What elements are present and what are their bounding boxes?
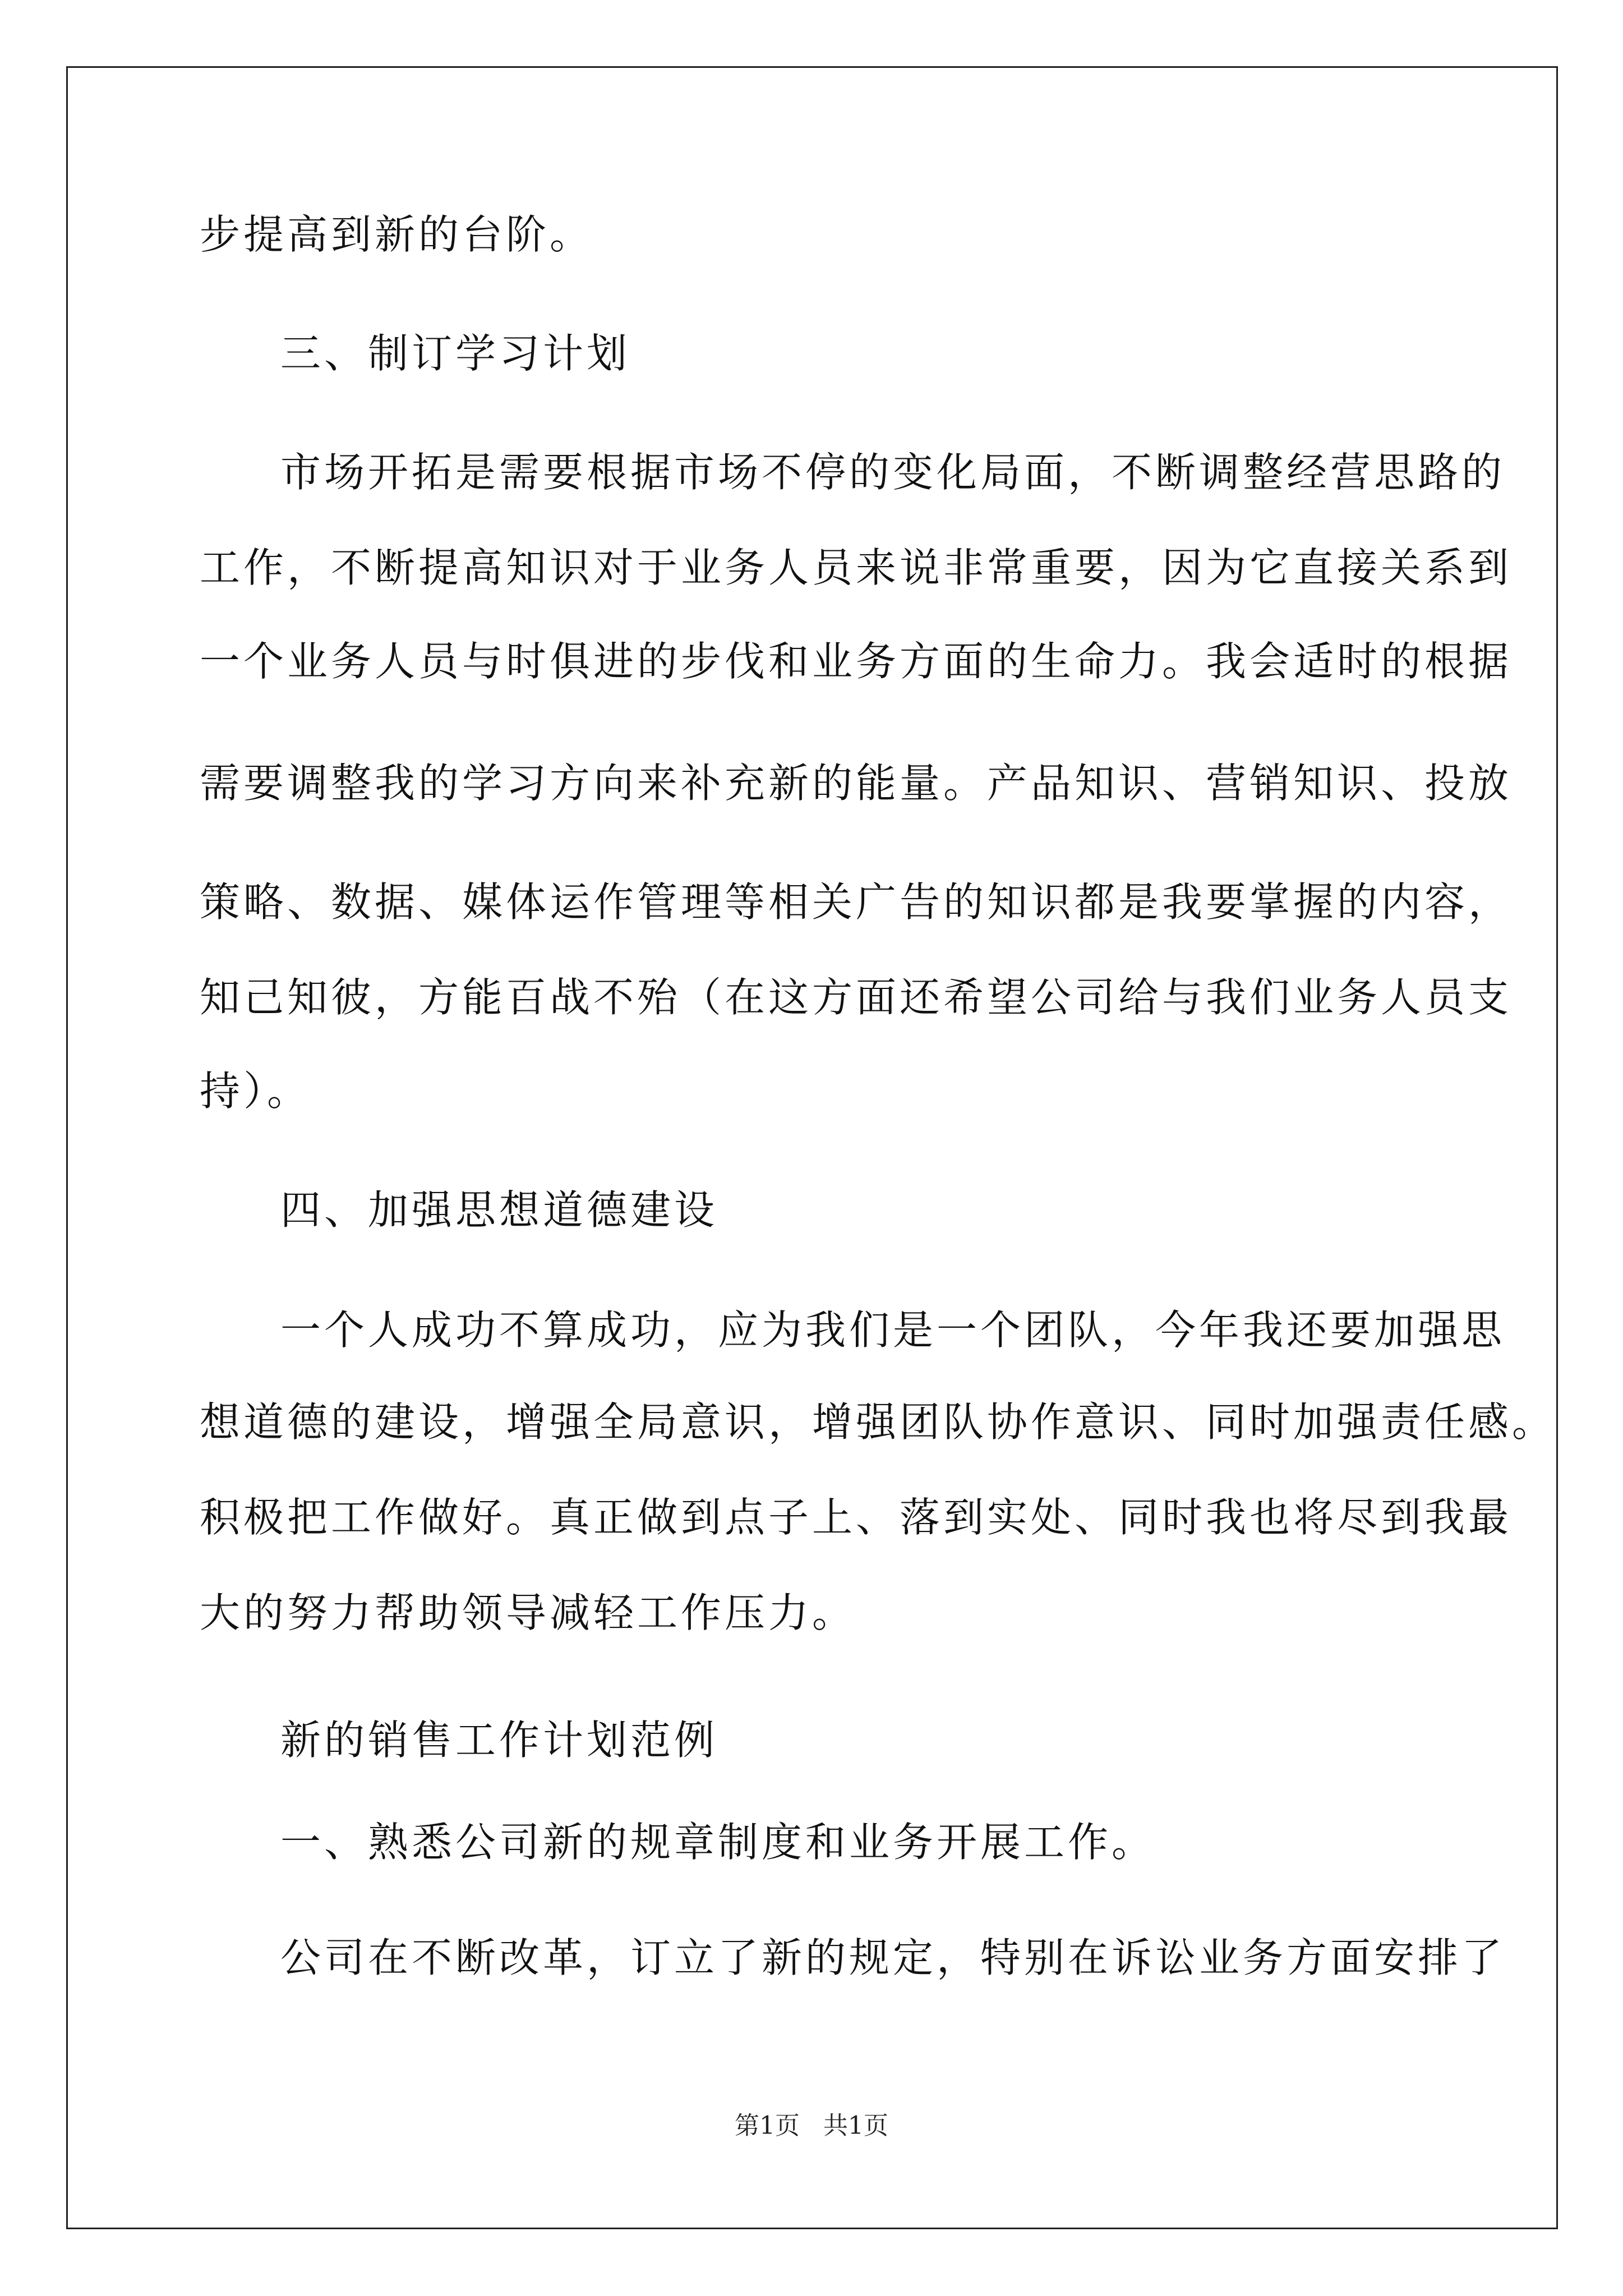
body-text-line: 工作，不断提高知识对于业务人员来说非常重要，因为它直接关系到 [200, 544, 1513, 591]
body-text-line: 持）。 [200, 1068, 311, 1115]
section-heading: 三、制订学习计划 [280, 330, 631, 377]
body-text-line: 公司在不断改革，订立了新的规定，特别在诉讼业务方面安排了 [280, 1934, 1506, 1981]
body-text-line: 一个人成功不算成功，应为我们是一个团队，今年我还要加强思 [280, 1306, 1506, 1354]
page-border [66, 66, 1558, 2229]
body-text-line: 需要调整我的学习方向来补充新的能量。产品知识、营销知识、投放 [200, 760, 1513, 807]
section-heading: 一、熟悉公司新的规章制度和业务开展工作。 [280, 1819, 1156, 1866]
body-text-line: 一个业务人员与时俱进的步伐和业务方面的生命力。我会适时的根据 [200, 638, 1513, 685]
body-text-line: 市场开拓是需要根据市场不停的变化局面，不断调整经营思路的 [280, 449, 1506, 496]
body-text-line: 知己知彼，方能百战不殆（在这方面还希望公司给与我们业务人员支 [200, 974, 1513, 1021]
section-heading: 新的销售工作计划范例 [280, 1717, 718, 1764]
body-text-line: 积极把工作做好。真正做到点子上、落到实处、同时我也将尽到我最 [200, 1494, 1513, 1541]
section-heading: 四、加强思想道德建设 [280, 1186, 718, 1234]
body-text-line: 大的努力帮助领导减轻工作压力。 [200, 1589, 856, 1636]
body-text-line: 策略、数据、媒体运作管理等相关广告的知识都是我要掌握的内容， [200, 878, 1513, 926]
body-text-line: 想道德的建设，增强全局意识，增强团队协作意识、同时加强责任感。 [200, 1398, 1556, 1446]
page-number-footer: 第1页 共1页 [735, 2111, 888, 2140]
body-text-line: 步提高到新的台阶。 [200, 211, 594, 258]
